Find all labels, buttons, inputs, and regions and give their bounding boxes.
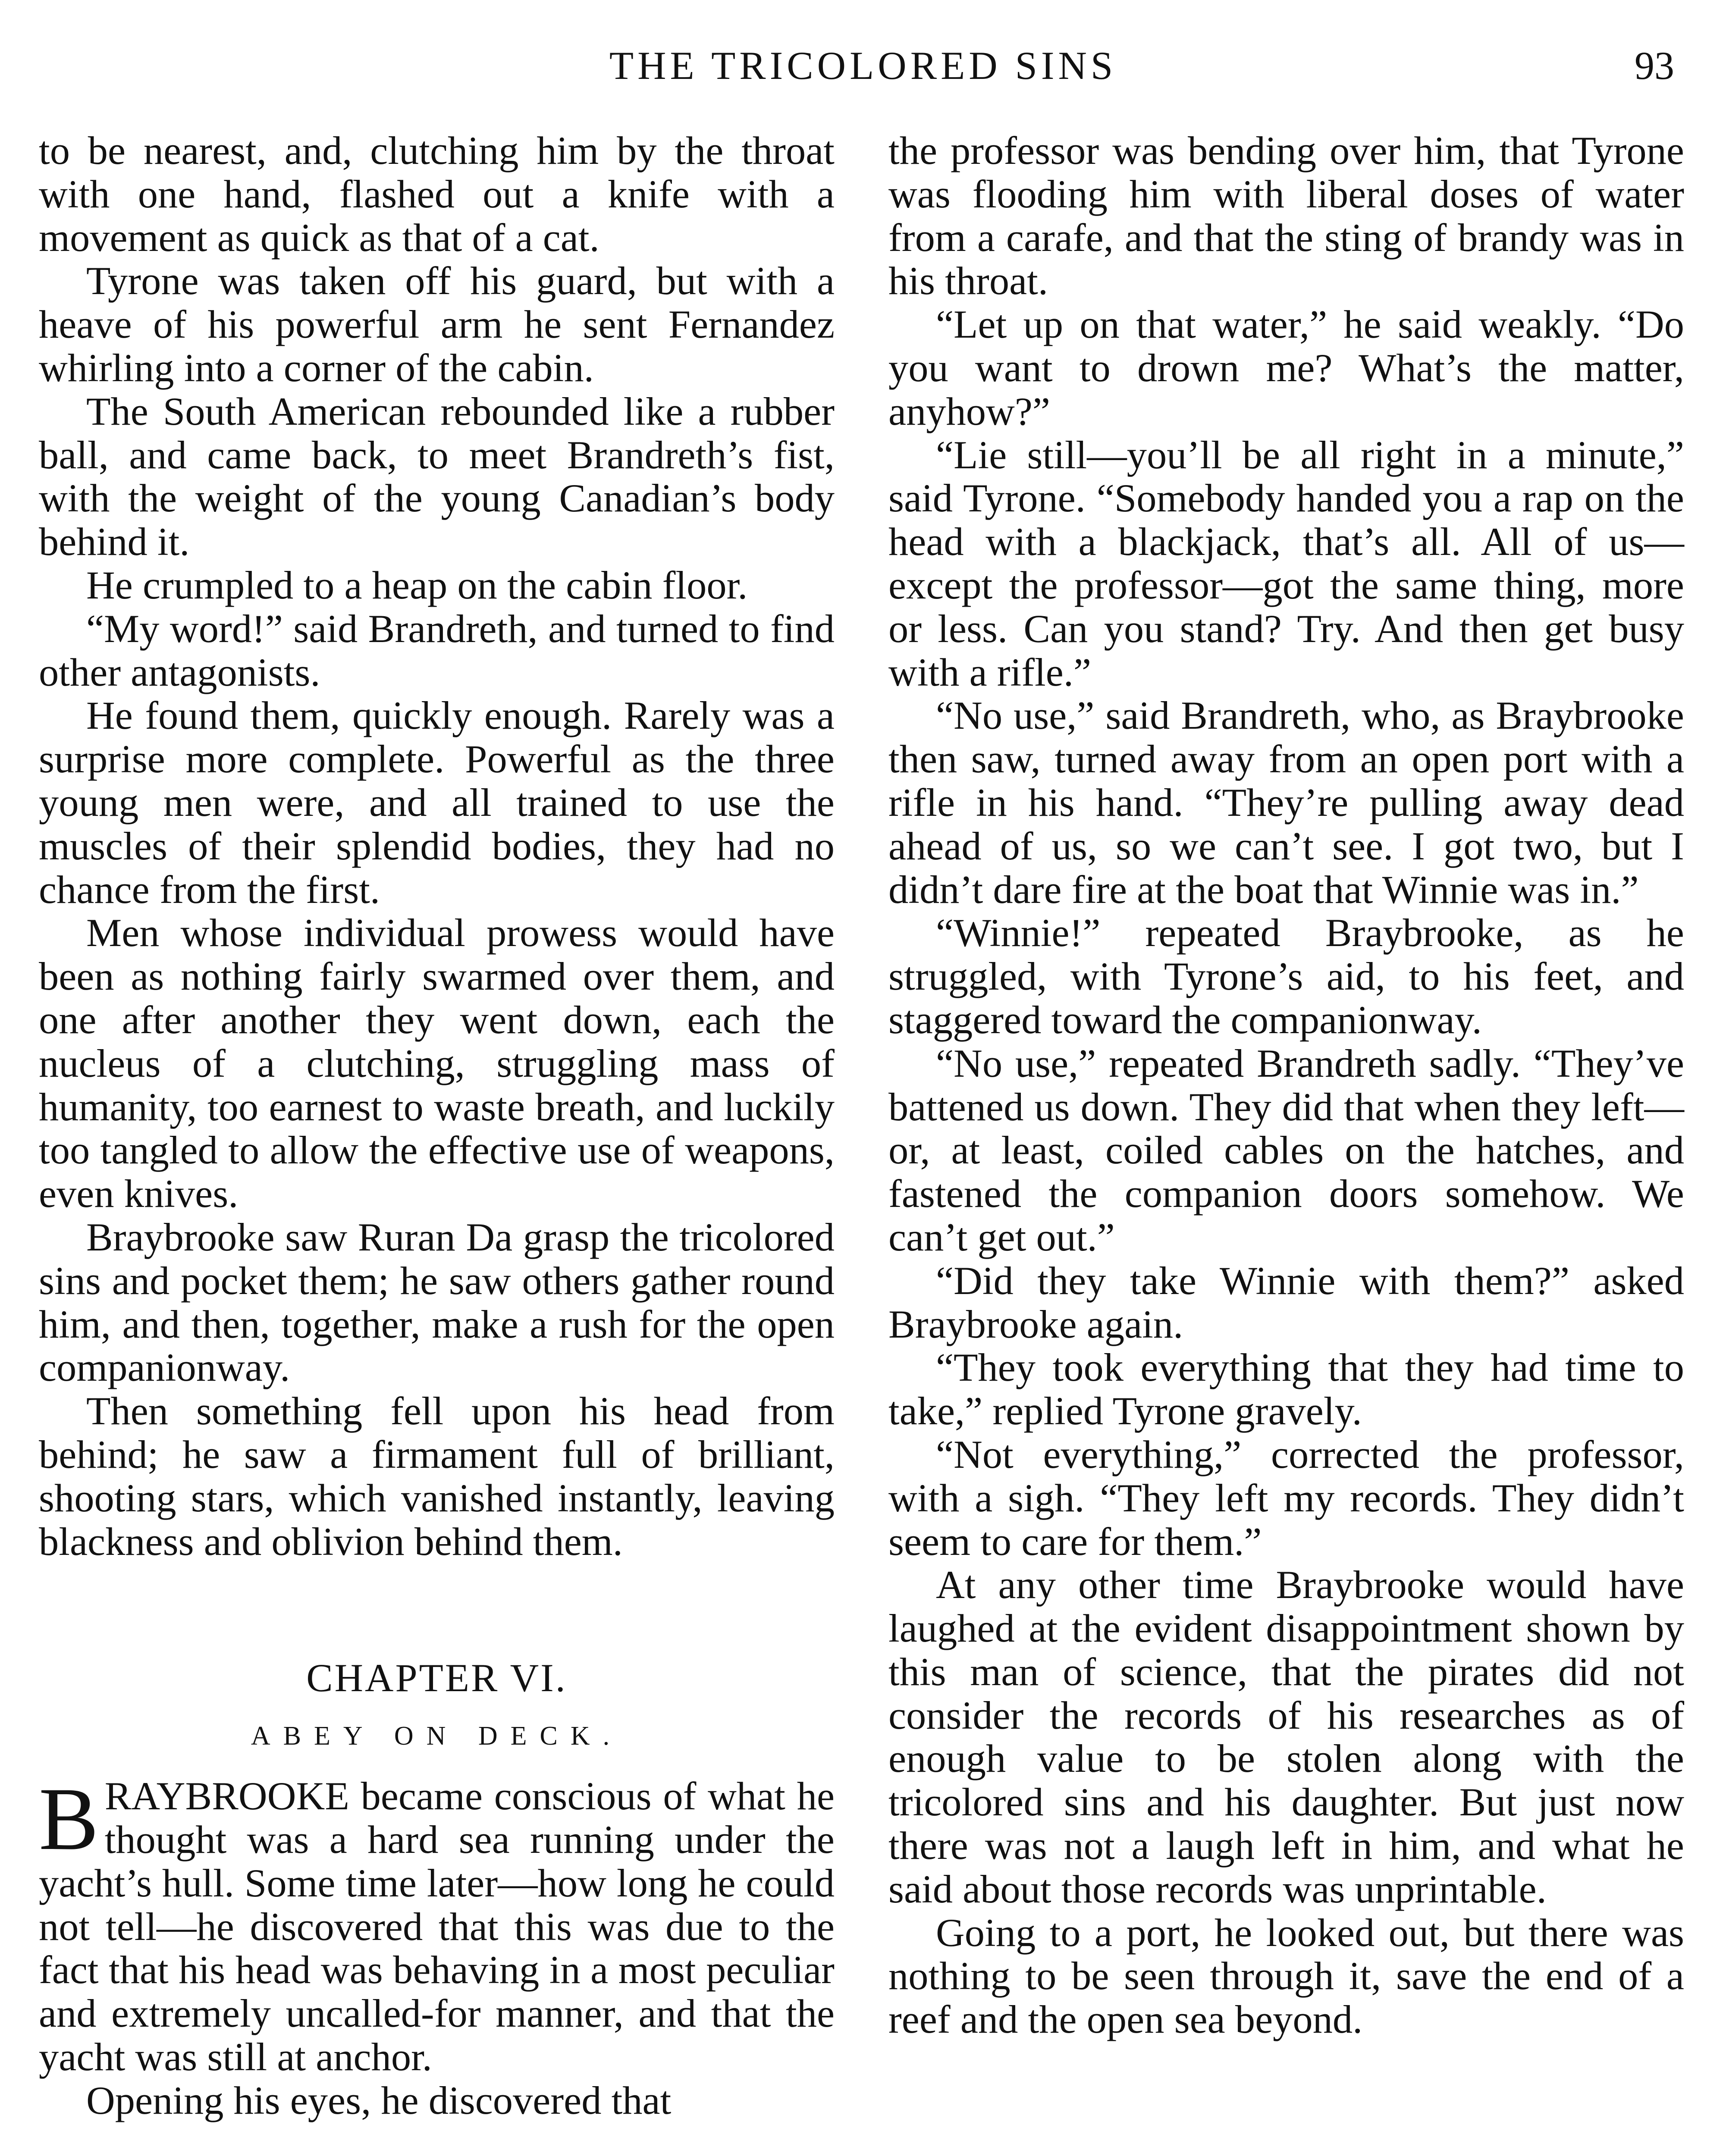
- paragraph: “They took everything that they had time to take,” replied Tyrone gravely.: [888, 1346, 1684, 1434]
- paragraph: He crumpled to a heap on the cabin floor.: [86, 563, 748, 608]
- paragraph: Men whose individual prowess would have been as nothing fairly swarmed over them, and one after another they went down, each the nucleus of a clutching, struggling mass of humanity, too earnest to waste breath, and luckily too tangled to allow the effective use of weapons, even knives.: [39, 911, 835, 1216]
- paragraph: Going to a port, he looked out, but there was nothing to be seen through it, save the end of a reef and the open sea beyond.: [888, 1911, 1684, 2042]
- paragraph: “Did they take Winnie with them?” asked Braybrooke again.: [888, 1259, 1684, 1347]
- paragraph: “No use,” repeated Brandreth sadly. “They’ve battened us down. They did that when they left—or, at least, coiled cables on the hatches, and fastened the companion doors somehow. We can’t get out.”: [888, 1041, 1684, 1260]
- paragraph-continued: to be nearest, and, clutching him by the throat with one hand, flashed out a knife with a movement as quick as that of a cat.: [39, 129, 835, 260]
- chapter-opening-paragraph: [39, 1769, 835, 2080]
- page-number: 93: [1635, 44, 1674, 88]
- paragraph: Then something fell upon his head from behind; he saw a firmament full of brilliant, shooting stars, which vanished instantly, leaving blackness and oblivion behind them.: [39, 1389, 835, 1564]
- paragraph: “Lie still—you’ll be all right in a minute,” said Tyrone. “Somebody handed you a rap on the head with a blackjack, that’s all. All of us—except the professor—got the same thing, more or less. Can you stand? Try. And then get busy with a rifle.”: [888, 433, 1684, 695]
- paragraph: Braybrooke saw Ruran Da grasp the tricolored sins and pocket them; he saw others gather round him, and then, together, make a rush for the open companionway.: [39, 1215, 835, 1390]
- paragraph: “Not everything,” corrected the professor, with a sigh. “They left my records. They didn’t seem to care for them.”: [888, 1432, 1684, 1564]
- drop-cap: B: [39, 1769, 99, 1869]
- left-column: [39, 129, 835, 2123]
- paragraph: “Winnie!” repeated Braybrooke, as he struggled, with Tyrone’s aid, to his feet, and staggered toward the companionway.: [888, 911, 1684, 1042]
- paragraph: Opening his eyes, he discovered that: [86, 2078, 672, 2123]
- paragraph: Tyrone was taken off his guard, but with a heave of his powerful arm he sent Fernandez whirling into a corner of the cabin.: [39, 259, 835, 390]
- paragraph: At any other time Braybrooke would have laughed at the evident disappointment shown by this man of science, that the pirates did not consider the records of his researches as of enough value to be stolen along with the tricolored sins and his daughter. But just now there was not a laugh left in him, and what he said about those records was unprintable.: [888, 1563, 1684, 1912]
- paragraph: “Let up on that water,” he said weakly. “Do you want to drown me? What’s the matter, anyhow?”: [888, 303, 1684, 434]
- chapter-title: CHAPTER VI.: [306, 1656, 567, 1700]
- paragraph: “No use,” said Brandreth, who, as Braybrooke then saw, turned away from an open port with a rifle in his hand. “They’re pulling away dead ahead of us, so we can’t see. I got two, but I didn’t dare fire at the boat that Winnie was in.”: [888, 694, 1684, 912]
- chapter-opening-text: RAYBROOKE became conscious of what he thought was a hard sea running under the yacht’s hull. Some time later—how long he could not tell—he discovered that this was due to the fact that his head was behaving in a most peculiar and extremely uncalled-for manner, and that the yacht was still at anchor.: [39, 1774, 835, 2080]
- paragraph: The South American rebounded like a rubber ball, and came back, to meet Brandreth’s fist, with the weight of the young Canadian’s body behind it.: [39, 389, 835, 564]
- running-header: [35, 40, 1691, 91]
- running-title: THE TRICOLORED SINS: [609, 44, 1117, 88]
- paragraph: He found them, quickly enough. Rarely was a surprise more complete. Powerful as the three young men were, and all trained to use the muscles of their splendid bodies, they had no chance from the first.: [39, 694, 835, 912]
- paragraph: “My word!” said Brandreth, and turned to find other antagonists.: [39, 607, 835, 695]
- paragraph-continued: the professor was bending over him, that Tyrone was flooding him with liberal doses of water from a carafe, and that the sting of brandy was in his throat.: [888, 129, 1684, 304]
- chapter-subtitle: ABEY ON DECK.: [251, 1721, 623, 1751]
- right-column: [888, 129, 1684, 2042]
